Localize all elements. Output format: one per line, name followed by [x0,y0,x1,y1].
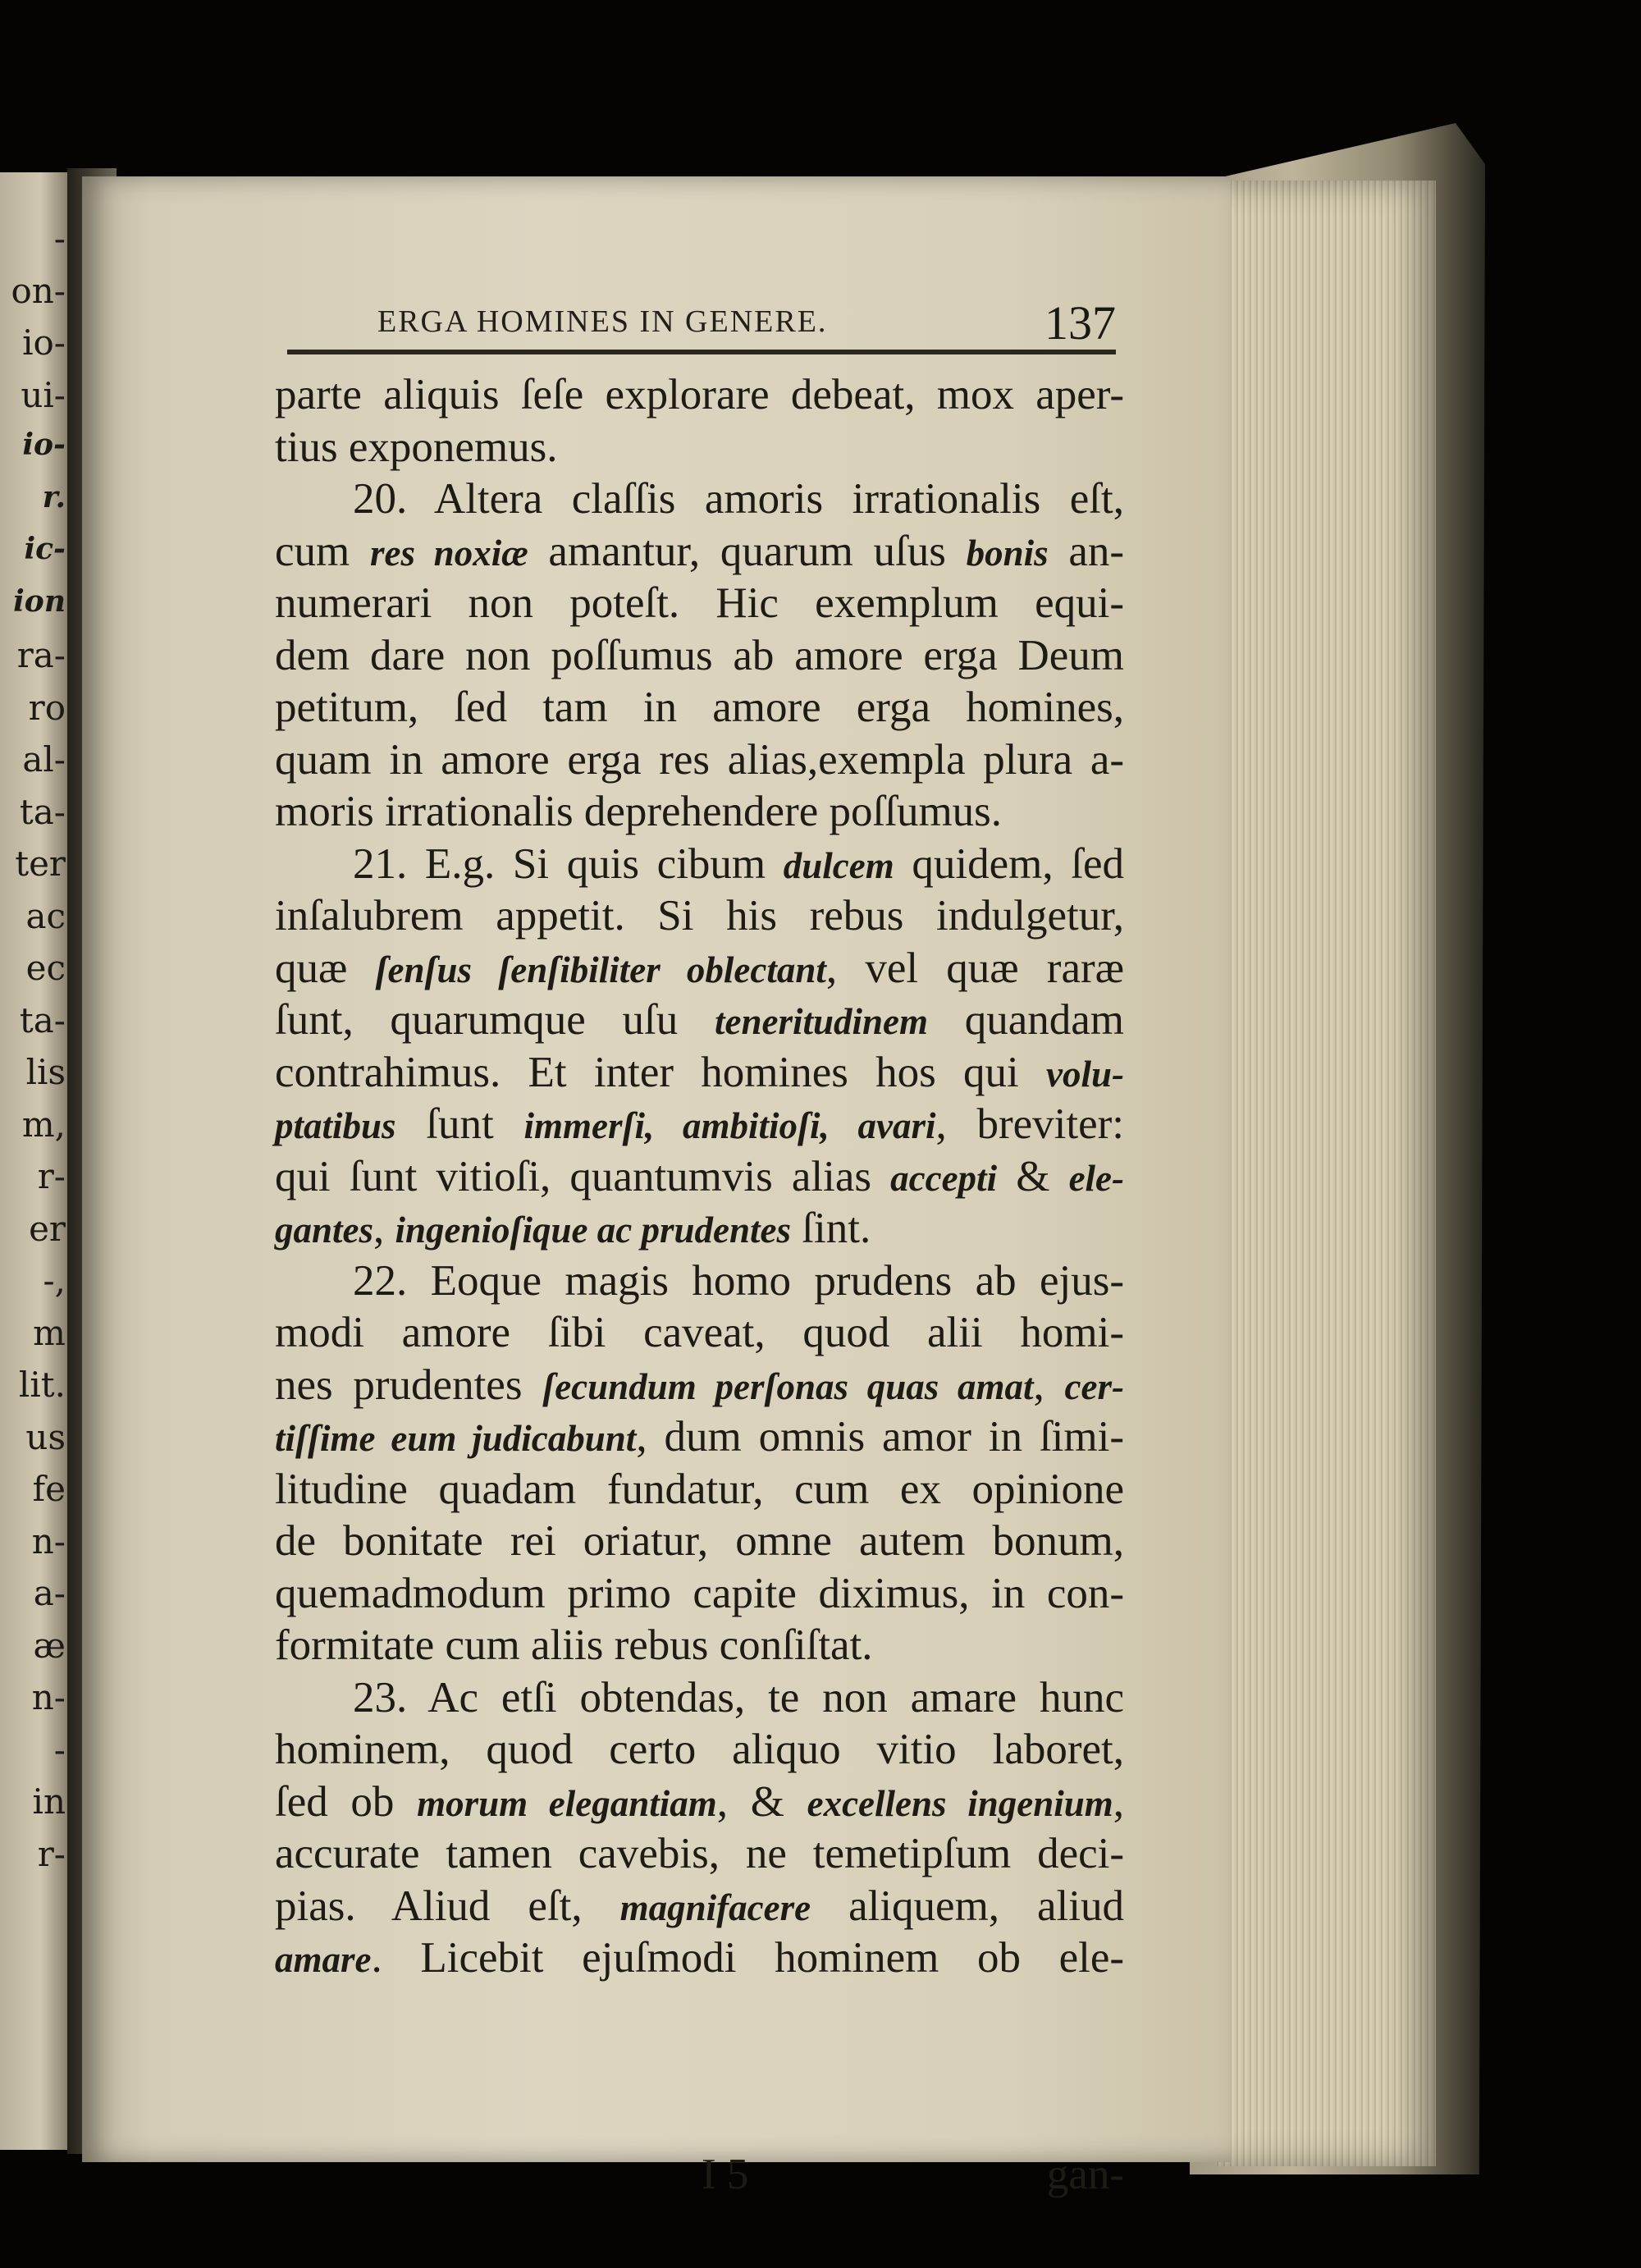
text-run: & [997,1152,1069,1200]
italic-run: immerſi, ambitioſi, avari [523,1105,936,1146]
italic-run: volu- [1046,1053,1124,1095]
text-line [275,1672,1124,1725]
italic-run: cer- [1064,1365,1124,1407]
text-run: , dum omnis amor in ſimi- [636,1413,1124,1461]
text-run: inſalubrem appetit. Si his rebus indulgetur, [275,892,1124,940]
text-run: , breviter: [935,1100,1124,1148]
text-run: parte aliquis ſeſe explorare debeat, mox aper- [275,371,1124,418]
facing-page-fragment: ac [25,895,66,936]
text-run: , & [716,1777,807,1826]
italic-run: magnifacere [619,1886,811,1928]
facing-page-fragment: r- [37,1156,66,1196]
facing-page-fragment: lit. [18,1365,66,1405]
text-run: . Licebit ejuſmodi hominem ob ele- [371,1934,1124,1982]
text-run: 21. E.g. Si quis cibum [353,839,784,888]
facing-page-fragment: io- [22,428,66,462]
text-line [275,1255,1124,1308]
facing-page-fragment: - [53,218,66,258]
italic-run: ingenioſique ac prudentes [395,1209,792,1251]
facing-page-fragment: r. [42,479,66,514]
text-run: cum [275,527,370,575]
italic-run: tiſſime eum judicabunt [275,1418,637,1459]
text-run: 22. Eoque magis homo prudens ab ejus- [353,1256,1124,1305]
facing-page-fragment: m [33,1312,66,1353]
header-rule [287,350,1116,354]
facing-page-fragment: a- [33,1573,66,1613]
text-line [275,1151,1124,1204]
catchword: gan- [1046,2151,1124,2198]
running-head: ERGA HOMINES IN GENERE. [377,304,828,339]
text-line [275,1724,1124,1776]
text-run: aliquem, aliud [811,1882,1125,1930]
text-line [275,1776,1124,1829]
text-line [275,473,1124,526]
facing-page-fragment: ra- [16,635,66,675]
text-run: quidem, ſed [894,839,1124,888]
text-run: numerari non poteſt. Hic exemplum equi- [275,579,1124,627]
text-line [275,786,1124,839]
facing-page-fragment: ic- [24,532,66,566]
facing-page-edge [0,172,67,2150]
text-run: hominem, quod certo aliquo vitio laboret, [275,1726,1124,1773]
text-line [275,1620,1124,1672]
text-run: , [1033,1360,1065,1409]
text-run: dem dare non poſſumus ab amore erga Deum [275,631,1124,679]
facing-page-fragment: us [25,1416,66,1457]
body-text [275,369,1124,1985]
text-run: 20. Altera claſſis amoris irrationalis eſt, [353,475,1124,523]
text-run: litudine quadam fundatur, cum ex opinione [275,1465,1124,1513]
italic-run: gantes [275,1209,374,1251]
text-run: formitate cum aliis rebus conſiſtat. [275,1621,873,1669]
text-run: petitum, ſed tam in amore erga homines, [275,684,1124,731]
text-run: nes prudentes [275,1360,543,1409]
text-line [275,995,1124,1047]
facing-page-fragment: in [32,1781,66,1822]
italic-run: dulcem [783,844,894,886]
text-run: an- [1048,527,1124,575]
italic-run: accepti [890,1157,998,1199]
text-run: , [373,1205,395,1252]
page-footer [275,2150,1124,2207]
text-run: modi amore ſibi caveat, quod alii homi- [275,1309,1124,1356]
facing-page-fragment: io- [22,322,66,363]
page-header [287,295,1116,353]
facing-page-fragment: ion [13,583,66,619]
facing-page-fragment: ter [15,844,66,884]
facing-page-fragment: ta- [19,999,66,1040]
text-line [275,1099,1124,1151]
text-run: moris irrationalis deprehendere poſſumus. [275,788,1003,835]
facing-page-fragment: on- [11,270,66,311]
signature-mark: I 5 [702,2151,749,2198]
text-line [275,422,1124,474]
text-run: , [1113,1777,1125,1826]
text-line [275,839,1124,891]
text-line [275,1464,1124,1516]
facing-page-fragment: al- [22,739,66,780]
text-line [275,734,1124,787]
text-line [275,1411,1124,1464]
italic-run: teneritudinem [714,1001,928,1042]
page-number: 137 [1044,296,1116,350]
text-run: 23. Ac etſi obtendas, te non amare hunc [353,1673,1124,1722]
facing-page-fragment: -, [43,1260,66,1301]
text-run: ſed ob [275,1777,418,1826]
text-line [275,943,1124,995]
facing-page-fragment: n- [31,1677,66,1717]
facing-page-fragment: ro [28,687,66,728]
italic-run: ele- [1068,1157,1124,1199]
text-run: ſunt, quarumque uſu [275,996,715,1044]
text-line [275,1307,1124,1360]
book-page [82,176,1231,2198]
italic-run: ptatibus [275,1105,396,1146]
text-run: qui ſunt vitioſi, quantumvis alias [275,1152,891,1200]
facing-page-fragment: ec [25,948,66,988]
text-run: amantur, quarum uſus [528,527,967,575]
text-line [275,1932,1124,1985]
facing-page-fragment: fe [32,1469,66,1509]
facing-page-fragment: n- [31,1520,66,1562]
italic-run: ſenſus ſenſibiliter oblectant [375,949,826,990]
page-block-edges [1214,181,1436,2166]
text-run: quandam [928,996,1124,1044]
italic-run: res noxiæ [369,532,528,574]
facing-page-fragment: r- [37,1833,66,1874]
text-line [275,890,1124,943]
italic-run: ſecundum perſonas quas amat [542,1365,1034,1407]
text-line [275,682,1124,734]
italic-run: bonis [966,532,1049,574]
text-line [275,1828,1124,1881]
text-run: quæ [275,944,376,992]
facing-page-fragment: lis [25,1052,66,1092]
italic-run: excellens ingenium [807,1782,1113,1824]
text-run: , vel quæ raræ [825,944,1124,992]
facing-page-fragment: er [29,1208,66,1249]
text-run: contrahimus. Et inter homines hos qui [275,1048,1046,1096]
text-line [275,578,1124,630]
text-run: ſunt [395,1100,524,1148]
text-run: de bonitate rei oriatur, omne autem bonum, [275,1517,1124,1565]
text-run: quam in amore erga res alias,exempla plura a- [275,735,1124,784]
text-line [275,1360,1124,1412]
text-line [275,369,1124,422]
text-run: tius exponemus. [275,423,558,471]
text-line [275,1881,1124,1933]
text-line [275,630,1124,683]
facing-page-fragment: m, [21,1104,66,1145]
facing-page-fragment: æ [33,1625,66,1666]
italic-run: morum elegantiam [417,1782,717,1824]
text-run: pias. Aliud eſt, [275,1882,620,1930]
text-line [275,1568,1124,1621]
text-run: ſint. [791,1205,871,1252]
facing-page-fragment: ui- [21,374,66,415]
text-line [275,1203,1124,1255]
facing-page-fragment: ta- [19,791,66,832]
text-line [275,1516,1124,1568]
text-run: quemadmodum primo capite diximus, in con- [275,1569,1124,1617]
facing-page-fragment: - [53,1729,66,1770]
text-run: accurate tamen cavebis, ne temetipſum deci- [275,1830,1124,1877]
text-line [275,526,1124,578]
text-line [275,1047,1124,1100]
italic-run: amare [275,1939,372,1980]
